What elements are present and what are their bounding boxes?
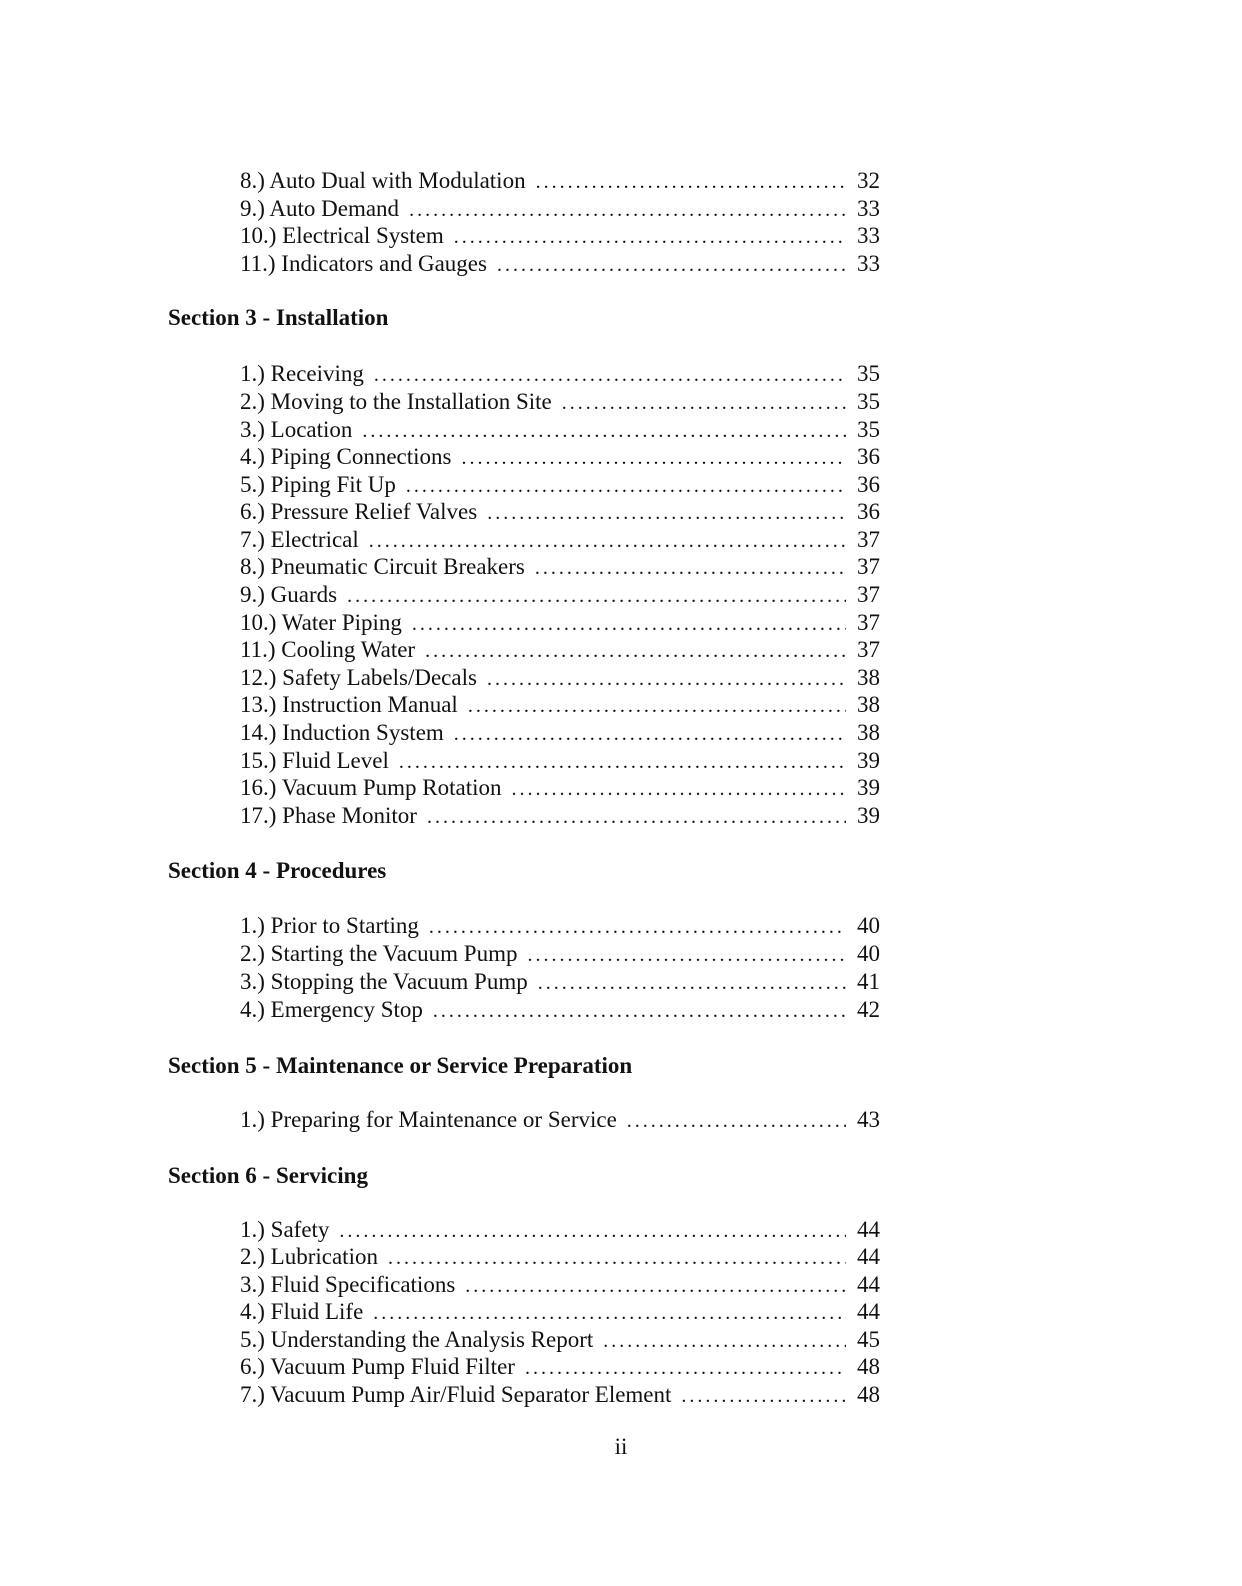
dot-leader [487, 499, 846, 527]
toc-entry [240, 719, 880, 747]
toc-entry-label: 5.) Understanding the Analysis Report [240, 1327, 594, 1352]
dot-leader [512, 775, 846, 803]
dot-leader [603, 1327, 846, 1355]
toc-entry [240, 664, 880, 692]
toc-entry-label: 16.) Vacuum Pump Rotation [240, 775, 502, 800]
section-heading: Section 4 - Procedures [168, 858, 387, 883]
toc-entry-label: 7.) Vacuum Pump Air/Fluid Separator Element [240, 1382, 672, 1407]
toc-entry [240, 968, 880, 996]
dot-leader [487, 665, 846, 693]
section-heading: Section 3 - Installation [168, 305, 389, 330]
toc-entry-label: 5.) Piping Fit Up [240, 472, 396, 497]
toc-entry-page: 39 [857, 748, 880, 773]
toc-entry-page: 42 [857, 997, 880, 1022]
toc-entry [240, 1106, 880, 1134]
dot-leader [374, 361, 846, 389]
toc-entry-page: 33 [857, 223, 880, 248]
toc-entry-page: 37 [857, 637, 880, 662]
toc-entry-page: 41 [857, 969, 880, 994]
dot-leader [536, 168, 846, 196]
toc-entry-page: 44 [857, 1272, 880, 1297]
toc-entry-label: 8.) Pneumatic Circuit Breakers [240, 554, 525, 579]
dot-leader [369, 527, 846, 555]
toc-entry [240, 1353, 880, 1381]
dot-leader [538, 969, 846, 997]
dot-leader [427, 803, 846, 831]
dot-leader [535, 554, 846, 582]
dot-leader [465, 1272, 846, 1300]
toc-entry-page: 36 [857, 472, 880, 497]
dot-leader [429, 913, 846, 941]
toc-entry-label: 12.) Safety Labels/Decals [240, 665, 477, 690]
toc-entry-label: 11.) Indicators and Gauges [240, 251, 487, 276]
toc-entry-page: 33 [857, 196, 880, 221]
toc-entry-label: 1.) Prior to Starting [240, 913, 419, 938]
dot-leader [339, 1217, 846, 1245]
section-heading: Section 6 - Servicing [168, 1163, 368, 1188]
dot-leader [425, 637, 846, 665]
toc-entry [240, 195, 880, 223]
toc-entry [240, 1326, 880, 1354]
dot-leader [562, 389, 846, 417]
toc-entry-page: 44 [857, 1299, 880, 1324]
toc-entry-label: 2.) Moving to the Installation Site [240, 389, 552, 414]
toc-entry-page: 45 [857, 1327, 880, 1352]
dot-leader [454, 720, 846, 748]
toc-entry [240, 691, 880, 719]
toc-entry-page: 36 [857, 499, 880, 524]
toc-entry [240, 250, 880, 278]
toc-entry-label: 4.) Piping Connections [240, 444, 452, 469]
toc-entry-label: 2.) Lubrication [240, 1244, 378, 1269]
toc-entry [240, 1271, 880, 1299]
dot-leader [433, 997, 846, 1025]
toc-entry-page: 44 [857, 1244, 880, 1269]
toc-entry-page: 39 [857, 775, 880, 800]
dot-leader [388, 1244, 846, 1272]
toc-entry-label: 9.) Guards [240, 582, 338, 607]
toc-entry-page: 36 [857, 444, 880, 469]
toc-entry-label: 10.) Electrical System [240, 223, 444, 248]
toc-entry-label: 6.) Vacuum Pump Fluid Filter [240, 1354, 515, 1379]
toc-entry [240, 443, 880, 471]
toc-entry [240, 802, 880, 830]
toc-entry [240, 360, 880, 388]
toc-entry-page: 38 [857, 692, 880, 717]
dot-leader [399, 748, 846, 776]
dot-leader [525, 1354, 846, 1382]
toc-entry [240, 1298, 880, 1326]
toc-entry-page: 37 [857, 582, 880, 607]
toc-entry-label: 17.) Phase Monitor [240, 803, 417, 828]
toc-entry [240, 636, 880, 664]
toc-entry-label: 2.) Starting the Vacuum Pump [240, 941, 518, 966]
toc-entry-page: 44 [857, 1217, 880, 1242]
toc-entry-page: 38 [857, 665, 880, 690]
toc-entry [240, 747, 880, 775]
toc-entry [240, 581, 880, 609]
toc-entry-page: 37 [857, 610, 880, 635]
toc-entry-label: 1.) Receiving [240, 361, 364, 386]
toc-entry-label: 1.) Safety [240, 1217, 330, 1242]
toc-entry-page: 37 [857, 554, 880, 579]
toc-entry-page: 33 [857, 251, 880, 276]
toc-entry-label: 3.) Fluid Specifications [240, 1272, 456, 1297]
dot-leader [373, 1299, 846, 1327]
toc-entry [240, 1243, 880, 1271]
dot-leader [627, 1107, 846, 1135]
toc-entry-page: 39 [857, 803, 880, 828]
dot-leader [497, 251, 846, 279]
toc-entry-label: 15.) Fluid Level [240, 748, 389, 773]
toc-entry-page: 40 [857, 913, 880, 938]
toc-entry [240, 912, 880, 940]
toc-entry-label: 14.) Induction System [240, 720, 444, 745]
dot-leader [468, 692, 846, 720]
toc-entry-label: 8.) Auto Dual with Modulation [240, 168, 526, 193]
toc-entry-label: 3.) Stopping the Vacuum Pump [240, 969, 528, 994]
toc-entry [240, 609, 880, 637]
toc-entry [240, 940, 880, 968]
toc-entry-label: 4.) Fluid Life [240, 1299, 364, 1324]
dot-leader [362, 417, 846, 445]
toc-entry-page: 37 [857, 527, 880, 552]
toc-entry-page: 40 [857, 941, 880, 966]
toc-entry-label: 10.) Water Piping [240, 610, 402, 635]
toc-entry [240, 1216, 880, 1244]
dot-leader [347, 582, 846, 610]
toc-entry [240, 526, 880, 554]
dot-leader [412, 610, 846, 638]
toc-entry-label: 13.) Instruction Manual [240, 692, 458, 717]
toc-entry [240, 774, 880, 802]
toc-entry-label: 7.) Electrical [240, 527, 359, 552]
toc-entry [240, 553, 880, 581]
dot-leader [409, 196, 846, 224]
toc-entry-page: 35 [857, 417, 880, 442]
toc-entry-page: 35 [857, 389, 880, 414]
toc-entry [240, 416, 880, 444]
toc-entry [240, 388, 880, 416]
toc-entry-page: 48 [857, 1382, 880, 1407]
toc-entry-page: 38 [857, 720, 880, 745]
toc-entry-page: 48 [857, 1354, 880, 1379]
toc-entry-label: 3.) Location [240, 417, 353, 442]
dot-leader [681, 1382, 846, 1410]
toc-entry [240, 471, 880, 499]
toc-entry-label: 11.) Cooling Water [240, 637, 416, 662]
toc-entry [240, 222, 880, 250]
toc-entry-page: 43 [857, 1107, 880, 1132]
section-heading: Section 5 - Maintenance or Service Preparation [168, 1053, 633, 1078]
toc-entry [240, 996, 880, 1024]
toc-entry-label: 4.) Emergency Stop [240, 997, 423, 1022]
toc-entry-page: 35 [857, 361, 880, 386]
dot-leader [461, 444, 846, 472]
toc-entry [240, 167, 880, 195]
dot-leader [527, 941, 846, 969]
dot-leader [406, 472, 846, 500]
toc-entry-label: 1.) Preparing for Maintenance or Service [240, 1107, 617, 1132]
page-number: ii [614, 1434, 628, 1459]
toc-entry-page: 32 [857, 168, 880, 193]
dot-leader [454, 223, 846, 251]
toc-entry-label: 9.) Auto Demand [240, 196, 400, 221]
toc-entry [240, 1381, 880, 1409]
toc-entry [240, 498, 880, 526]
toc-entry-label: 6.) Pressure Relief Valves [240, 499, 478, 524]
